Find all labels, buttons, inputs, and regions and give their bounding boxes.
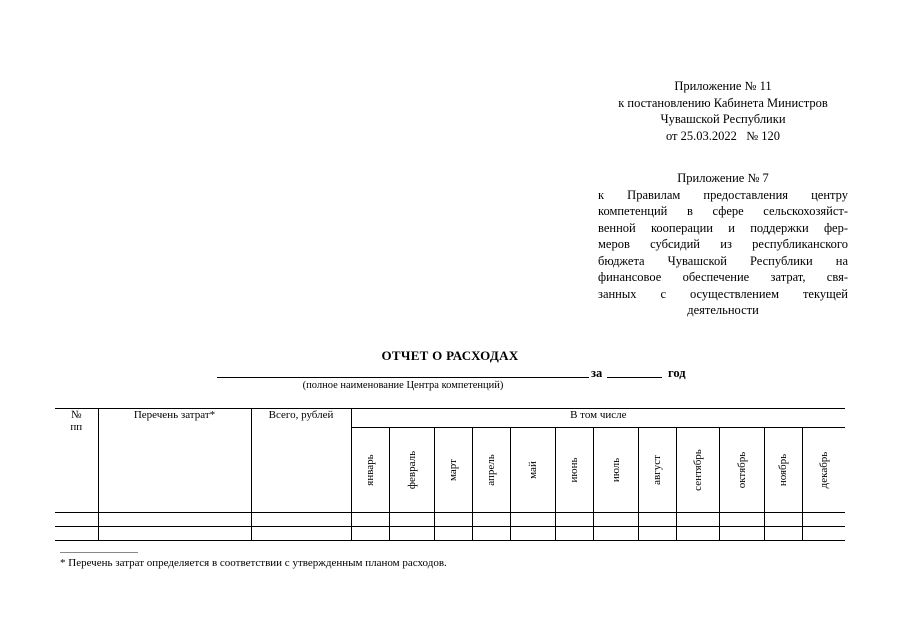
month-label: декабрь <box>817 451 830 489</box>
table-cell[interactable] <box>98 527 251 541</box>
month-label: июнь <box>568 457 580 483</box>
table-cell[interactable] <box>251 527 351 541</box>
month-label: январь <box>364 454 376 486</box>
table-cell[interactable] <box>638 527 676 541</box>
month-header <box>351 428 389 513</box>
month-label: март <box>447 459 459 481</box>
table-cell[interactable] <box>802 513 845 527</box>
appendix-7-line: венной кооперации и поддержки фер- <box>598 220 848 235</box>
center-name-caption: (полное наименование Центра компетенций) <box>302 380 504 391</box>
table-cell[interactable] <box>251 513 351 527</box>
month-header <box>764 428 802 513</box>
appendix-7-line: меров субсидий из республиканского <box>598 237 848 251</box>
appendix-7-line: финансовое обеспечение затрат, свя- <box>598 270 848 284</box>
table-cell[interactable] <box>434 513 472 527</box>
table-cell[interactable] <box>510 513 555 527</box>
table-row <box>55 527 845 541</box>
table-cell[interactable] <box>98 513 251 527</box>
col-list-label: Перечень затрат* <box>133 409 216 421</box>
month-header <box>510 428 555 513</box>
month-header <box>472 428 510 513</box>
god-label: год <box>668 366 686 380</box>
month-header <box>719 428 764 513</box>
month-label: ноябрь <box>777 453 789 487</box>
expense-report-table <box>55 408 845 541</box>
col-total-label: Всего, рублей <box>268 409 334 421</box>
table-cell[interactable] <box>555 527 593 541</box>
table-cell[interactable] <box>719 527 764 541</box>
month-header <box>802 428 845 513</box>
appendix-11-line: Чувашской Республики <box>660 112 786 126</box>
month-label: октябрь <box>735 451 748 489</box>
table-cell[interactable] <box>764 527 802 541</box>
month-header <box>593 428 638 513</box>
table-cell[interactable] <box>389 527 434 541</box>
appendix-7-block <box>598 170 848 319</box>
table-cell[interactable] <box>676 513 719 527</box>
month-label: май <box>526 461 539 479</box>
month-label: апрель <box>485 454 497 486</box>
za-label: за <box>591 366 603 380</box>
table-cell[interactable] <box>638 513 676 527</box>
month-label: февраль <box>405 450 418 490</box>
col-total-header <box>251 409 351 513</box>
table-cell[interactable] <box>764 513 802 527</box>
appendix-11-line: Приложение № 11 <box>674 79 772 93</box>
appendix-11-block <box>598 78 848 144</box>
month-header <box>676 428 719 513</box>
appendix-7-title: Приложение № 7 <box>677 171 769 185</box>
table-cell[interactable] <box>55 527 98 541</box>
month-header <box>434 428 472 513</box>
table-row <box>55 513 845 527</box>
month-header <box>638 428 676 513</box>
appendix-7-line: к Правилам предоставления центру <box>598 187 848 202</box>
appendix-7-last-line: деятельности <box>687 303 759 317</box>
table-cell[interactable] <box>555 513 593 527</box>
table-cell[interactable] <box>389 513 434 527</box>
table-cell[interactable] <box>676 527 719 541</box>
month-label: июль <box>609 457 622 483</box>
col-list-header <box>98 409 251 513</box>
table-cell[interactable] <box>351 527 389 541</box>
col-number-label: № пп <box>70 409 83 433</box>
table-cell[interactable] <box>719 513 764 527</box>
year-line <box>607 377 662 378</box>
footnote-divider <box>60 552 138 553</box>
table-cell[interactable] <box>593 527 638 541</box>
month-header <box>389 428 434 513</box>
footnote: * Перечень затрат определяется в соответствии с утвержденным планом расходов. <box>60 557 447 569</box>
table-cell[interactable] <box>510 527 555 541</box>
table-cell[interactable] <box>593 513 638 527</box>
col-including-label: В том числе <box>570 409 627 421</box>
col-including-header <box>351 409 845 428</box>
center-name-line <box>217 377 589 378</box>
month-label: сентябрь <box>691 449 704 491</box>
month-label: август <box>651 455 663 485</box>
month-header <box>555 428 593 513</box>
appendix-7-line: занных с осуществлением текущей <box>598 286 848 301</box>
report-title: ОТЧЕТ О РАСХОДАХ <box>381 348 519 363</box>
col-number-header <box>55 409 98 513</box>
table-cell[interactable] <box>472 527 510 541</box>
appendix-11-line: от 25.03.2022 № 120 <box>665 128 781 143</box>
table-cell[interactable] <box>472 513 510 527</box>
table-cell[interactable] <box>55 513 98 527</box>
appendix-7-line: компетенций в сфере сельскохозяйст- <box>598 204 848 218</box>
table-cell[interactable] <box>802 527 845 541</box>
appendix-7-line: бюджета Чувашской Республики на <box>598 253 848 268</box>
table-cell[interactable] <box>351 513 389 527</box>
appendix-11-line: к постановлению Кабинета Министров <box>618 95 828 110</box>
table-cell[interactable] <box>434 527 472 541</box>
